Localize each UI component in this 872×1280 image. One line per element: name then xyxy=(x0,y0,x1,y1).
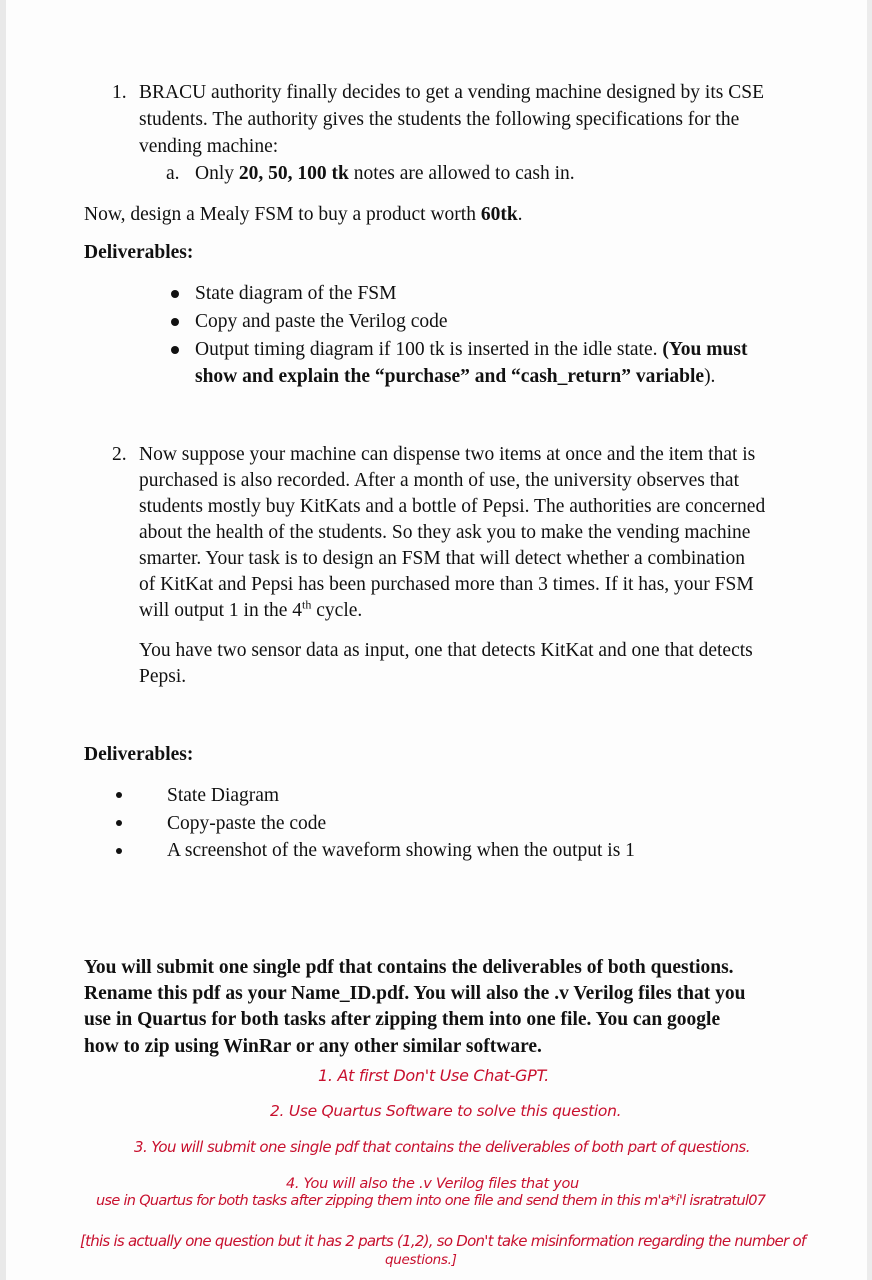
question-1-line: vending machine: xyxy=(139,136,279,157)
deliverable-item: Copy-paste the code xyxy=(167,813,327,834)
submission-line: You will submit one single pdf that contains the deliverables of both questions. xyxy=(84,957,734,978)
question-2-sensor-text: Pepsi. xyxy=(139,666,187,687)
deliverable-item-cont: show and explain the “purchase” and “cash_return” variable). xyxy=(195,366,716,387)
scan-edge-left xyxy=(0,0,6,1280)
question-2-line: smarter. Your task is to design an FSM that will detect whether a combination xyxy=(139,548,746,569)
scan-edge-right xyxy=(867,0,872,1280)
spec-a-label: a. xyxy=(166,163,180,184)
deliverable-item: Copy and paste the Verilog code xyxy=(195,311,448,332)
submission-line: how to zip using WinRar or any other similar software. xyxy=(84,1036,542,1057)
question-1-line: BRACU authority finally decides to get a vending machine designed by its CSE xyxy=(139,82,764,103)
question-2-line: students mostly buy KitKats and a bottle of Pepsi. The authorities are concerned xyxy=(139,496,766,517)
handwritten-note: questions.] xyxy=(385,1252,457,1268)
bullet-icon xyxy=(116,820,122,826)
spec-a-text: Only 20, 50, 100 tk notes are allowed to cash in. xyxy=(195,163,575,184)
bullet-icon xyxy=(171,346,179,354)
question-1-number: 1. xyxy=(112,82,127,103)
handwritten-note: 1. At first Don't Use Chat-GPT. xyxy=(318,1066,549,1085)
submission-line: use in Quartus for both tasks after zipping them into one file. You can google xyxy=(84,1009,721,1030)
question-2-line: about the health of the students. So they ask you to make the vending machine xyxy=(139,522,751,543)
deliverables-heading-1: Deliverables: xyxy=(84,242,194,263)
question-2-line: will output 1 in the 4th cycle. xyxy=(139,597,363,621)
bullet-icon xyxy=(171,318,179,326)
bullet-icon xyxy=(116,792,122,798)
deliverable-item: State Diagram xyxy=(167,785,280,806)
question-1-task: Now, design a Mealy FSM to buy a product worth 60tk. xyxy=(84,204,523,225)
deliverable-item: Output timing diagram if 100 tk is inserted in the idle state. (You must xyxy=(195,339,748,360)
submission-line: Rename this pdf as your Name_ID.pdf. You will also the .v Verilog files that you xyxy=(84,983,746,1004)
deliverable-item: State diagram of the FSM xyxy=(195,283,397,304)
handwritten-note: [this is actually one question but it has 2 parts (1,2), so Don't take misinformation regarding the number of xyxy=(80,1232,806,1250)
question-2-line: purchased is also recorded. After a month of use, the university observes that xyxy=(139,470,739,491)
bullet-icon xyxy=(171,290,179,298)
handwritten-note: 4. You will also the .v Verilog files that you xyxy=(286,1176,579,1192)
handwritten-note: use in Quartus for both tasks after zipping them into one file and send them in this m'a*i'l isratratul07 xyxy=(96,1193,766,1209)
deliverables-heading-2: Deliverables: xyxy=(84,744,194,765)
handwritten-note: 3. You will submit one single pdf that contains the deliverables of both part of questions. xyxy=(134,1138,750,1156)
question-2-sensor-text: You have two sensor data as input, one that detects KitKat and one that detects xyxy=(139,640,753,661)
bullet-icon xyxy=(116,848,122,854)
deliverable-item: A screenshot of the waveform showing when the output is 1 xyxy=(167,840,635,861)
question-2-line: of KitKat and Pepsi has been purchased more than 3 times. If it has, your FSM xyxy=(139,574,754,595)
handwritten-note: 2. Use Quartus Software to solve this question. xyxy=(270,1102,622,1120)
question-1-line: students. The authority gives the students the following specifications for the xyxy=(139,109,740,130)
question-2-line: Now suppose your machine can dispense two items at once and the item that is xyxy=(139,444,756,465)
question-2-number: 2. xyxy=(112,444,127,465)
